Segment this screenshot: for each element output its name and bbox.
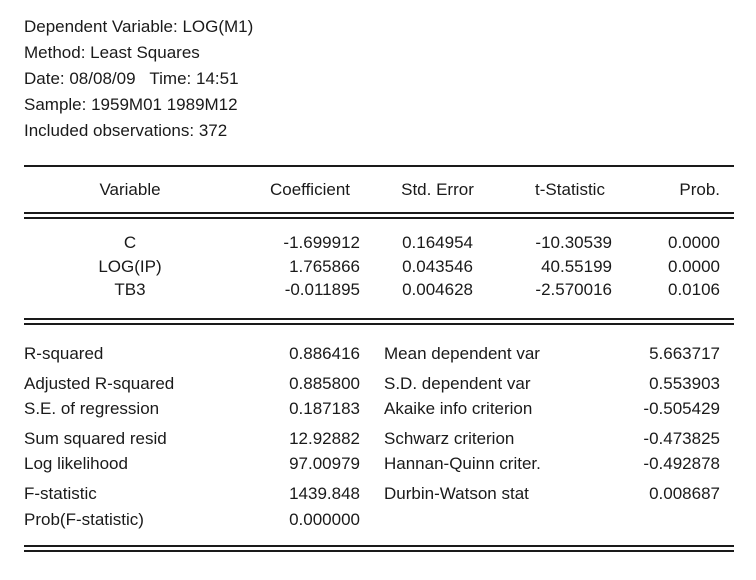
coefficient-value: 1.765866 (289, 257, 360, 276)
bottom-double-rule-upper (24, 545, 734, 547)
stat-label-left: S.E. of regression (24, 399, 160, 418)
stats-row (0, 427, 756, 451)
stat-value-left: 0.886416 (289, 344, 360, 363)
variable-name: C (123, 233, 137, 252)
table-header-row (0, 178, 756, 202)
coefficient-value: -1.699912 (283, 233, 360, 252)
output-header (24, 14, 253, 144)
std-error-value: 0.043546 (402, 257, 473, 276)
stat-value-left: 97.00979 (289, 454, 360, 473)
prob-value: 0.0106 (668, 280, 720, 299)
stat-value-right: 5.663717 (649, 344, 720, 363)
observations-line: Included observations: 372 (24, 121, 228, 140)
stat-value-left: 12.92882 (289, 429, 360, 448)
variable-name: TB3 (114, 280, 146, 299)
std-error-value: 0.164954 (402, 233, 473, 252)
stat-value-left: 0.187183 (289, 399, 360, 418)
stat-label-right: Mean dependent var (384, 344, 540, 363)
stat-value-right: -0.492878 (643, 454, 720, 473)
stats-row (0, 342, 756, 366)
stat-value-right: -0.473825 (643, 429, 720, 448)
stat-value-right: 0.008687 (649, 484, 720, 503)
sample-line: Sample: 1959M01 1989M12 (24, 95, 238, 114)
stats-row (0, 372, 756, 396)
stat-label-right: S.D. dependent var (384, 374, 531, 393)
stats-row (0, 508, 756, 532)
stat-value-left: 0.885800 (289, 374, 360, 393)
t-statistic-value: -2.570016 (535, 280, 612, 299)
column-header-t-statistic: t-Statistic (535, 180, 605, 199)
date-time-line: Date: 08/08/09 Time: 14:51 (24, 69, 239, 88)
stat-label-left: Log likelihood (24, 454, 128, 473)
top-rule (24, 165, 734, 167)
header-double-rule-lower (24, 217, 734, 219)
section-double-rule-upper (24, 318, 734, 320)
stat-label-left: Adjusted R-squared (24, 374, 175, 393)
table-row (0, 255, 756, 279)
column-header-std-error: Std. Error (401, 180, 474, 199)
stat-label-right: Akaike info criterion (384, 399, 533, 418)
header-double-rule-upper (24, 212, 734, 214)
stat-value-left: 0.000000 (289, 510, 360, 529)
stat-label-right: Hannan-Quinn criter. (384, 454, 541, 473)
prob-value: 0.0000 (668, 233, 720, 252)
t-statistic-value: -10.30539 (535, 233, 612, 252)
stat-value-right: -0.505429 (643, 399, 720, 418)
stat-label-right: Schwarz criterion (384, 429, 515, 448)
stat-label-left: Prob(F-statistic) (24, 510, 144, 529)
stats-row (0, 452, 756, 476)
stat-label-left: Sum squared resid (24, 429, 167, 448)
method-line: Method: Least Squares (24, 43, 200, 62)
stat-value-left: 1439.848 (289, 484, 360, 503)
stats-row (0, 482, 756, 506)
stats-row (0, 397, 756, 421)
bottom-double-rule-lower (24, 550, 734, 552)
table-row (0, 231, 756, 255)
section-double-rule-lower (24, 323, 734, 325)
prob-value: 0.0000 (668, 257, 720, 276)
std-error-value: 0.004628 (402, 280, 473, 299)
stat-label-right: Durbin-Watson stat (384, 484, 529, 503)
variable-name: LOG(IP) (98, 257, 162, 276)
dependent-variable-line: Dependent Variable: LOG(M1) (24, 17, 254, 36)
column-header-variable: Variable (99, 180, 161, 199)
table-row (0, 278, 756, 302)
column-header-coefficient: Coefficient (269, 180, 350, 199)
coefficient-value: -0.011895 (284, 280, 360, 299)
stat-label-left: F-statistic (24, 484, 97, 503)
stat-value-right: 0.553903 (649, 374, 720, 393)
t-statistic-value: 40.55199 (541, 257, 612, 276)
stat-label-left: R-squared (24, 344, 104, 363)
column-header-prob: Prob. (679, 180, 720, 199)
